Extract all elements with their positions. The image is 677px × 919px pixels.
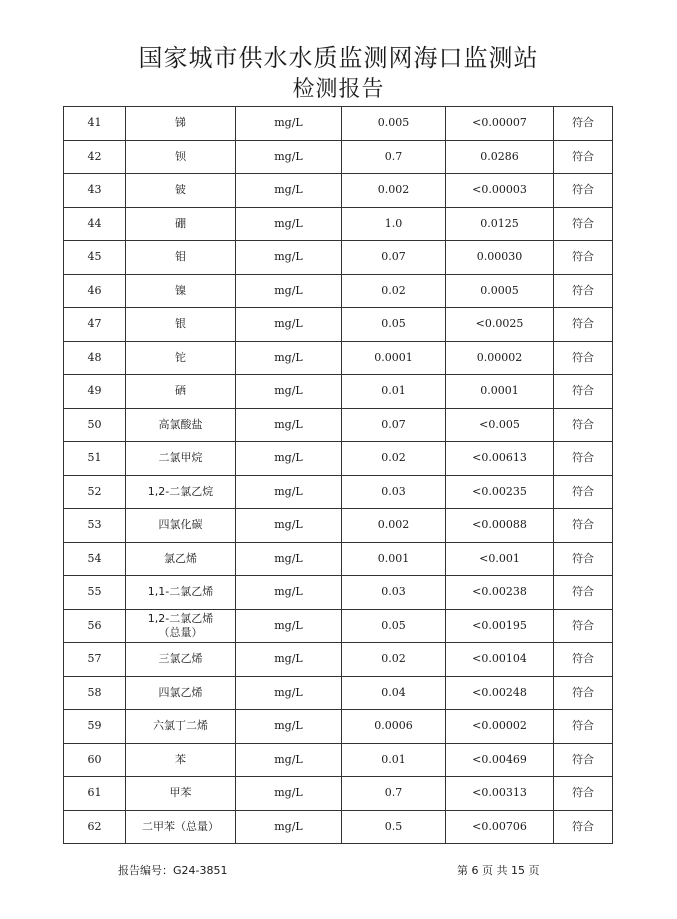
measured-value-cell: <0.00002	[446, 710, 554, 744]
table-row	[64, 274, 613, 308]
row-number-cell: 61	[64, 777, 126, 811]
row-number-cell: 43	[64, 174, 126, 208]
row-number-cell: 53	[64, 509, 126, 543]
judgement-cell: 符合	[554, 442, 613, 476]
unit-cell: mg/L	[236, 643, 342, 677]
test-item-cell: 1,2-二氯乙烷	[126, 475, 236, 509]
report-number: 报告编号：G24-3851	[118, 864, 228, 877]
measured-value-cell: <0.00088	[446, 509, 554, 543]
measured-value-cell: 0.0005	[446, 274, 554, 308]
test-item-cell: 硒	[126, 375, 236, 409]
judgement-cell: 符合	[554, 710, 613, 744]
limit-value-cell: 0.005	[342, 107, 446, 141]
page-indicator: 第 6 页 共 15 页	[457, 864, 540, 877]
test-item-cell: 钼	[126, 241, 236, 275]
results-table-body	[64, 107, 613, 844]
limit-value-cell: 0.5	[342, 810, 446, 844]
measured-value-cell: <0.00613	[446, 442, 554, 476]
row-number-cell: 50	[64, 408, 126, 442]
unit-cell: mg/L	[236, 207, 342, 241]
table-row	[64, 207, 613, 241]
test-item-cell: 铍	[126, 174, 236, 208]
judgement-cell: 符合	[554, 777, 613, 811]
limit-value-cell: 0.03	[342, 475, 446, 509]
judgement-cell: 符合	[554, 174, 613, 208]
test-item-cell: 甲苯	[126, 777, 236, 811]
table-row	[64, 743, 613, 777]
judgement-cell: 符合	[554, 475, 613, 509]
unit-cell: mg/L	[236, 710, 342, 744]
row-number-cell: 49	[64, 375, 126, 409]
table-row	[64, 107, 613, 141]
unit-cell: mg/L	[236, 107, 342, 141]
judgement-cell: 符合	[554, 408, 613, 442]
unit-cell: mg/L	[236, 676, 342, 710]
table-row	[64, 710, 613, 744]
measured-value-cell: <0.001	[446, 542, 554, 576]
unit-cell: mg/L	[236, 509, 342, 543]
measured-value-cell: <0.00007	[446, 107, 554, 141]
table-row	[64, 341, 613, 375]
unit-cell: mg/L	[236, 475, 342, 509]
measured-value-cell: 0.0286	[446, 140, 554, 174]
limit-value-cell: 0.05	[342, 308, 446, 342]
unit-cell: mg/L	[236, 274, 342, 308]
test-item-cell: 四氯化碳	[126, 509, 236, 543]
measured-value-cell: <0.00313	[446, 777, 554, 811]
test-item-cell: 铊	[126, 341, 236, 375]
test-item-cell: 硼	[126, 207, 236, 241]
judgement-cell: 符合	[554, 743, 613, 777]
row-number-cell: 48	[64, 341, 126, 375]
unit-cell: mg/L	[236, 777, 342, 811]
test-item-cell: 四氯乙烯	[126, 676, 236, 710]
limit-value-cell: 0.01	[342, 375, 446, 409]
measured-value-cell: 0.0001	[446, 375, 554, 409]
limit-value-cell: 0.0006	[342, 710, 446, 744]
judgement-cell: 符合	[554, 609, 613, 643]
test-item-cell: 三氯乙烯	[126, 643, 236, 677]
table-row	[64, 576, 613, 610]
unit-cell: mg/L	[236, 308, 342, 342]
test-item-cell: 银	[126, 308, 236, 342]
measured-value-cell: 0.00002	[446, 341, 554, 375]
measured-value-cell: 0.0125	[446, 207, 554, 241]
test-item-cell: 氯乙烯	[126, 542, 236, 576]
measured-value-cell: <0.00235	[446, 475, 554, 509]
test-item-cell: 1,1-二氯乙烯	[126, 576, 236, 610]
table-row	[64, 174, 613, 208]
measured-value-cell: <0.00003	[446, 174, 554, 208]
row-number-cell: 57	[64, 643, 126, 677]
judgement-cell: 符合	[554, 241, 613, 275]
judgement-cell: 符合	[554, 107, 613, 141]
measured-value-cell: <0.00248	[446, 676, 554, 710]
table-row	[64, 777, 613, 811]
unit-cell: mg/L	[236, 375, 342, 409]
row-number-cell: 44	[64, 207, 126, 241]
table-row	[64, 475, 613, 509]
test-item-cell: 镍	[126, 274, 236, 308]
limit-value-cell: 0.02	[342, 442, 446, 476]
judgement-cell: 符合	[554, 643, 613, 677]
table-row	[64, 375, 613, 409]
limit-value-cell: 0.05	[342, 609, 446, 643]
report-title: 国家城市供水水质监测网海口监测站	[138, 44, 539, 72]
row-number-cell: 52	[64, 475, 126, 509]
judgement-cell: 符合	[554, 341, 613, 375]
limit-value-cell: 0.01	[342, 743, 446, 777]
judgement-cell: 符合	[554, 576, 613, 610]
judgement-cell: 符合	[554, 140, 613, 174]
limit-value-cell: 0.04	[342, 676, 446, 710]
limit-value-cell: 0.001	[342, 542, 446, 576]
unit-cell: mg/L	[236, 241, 342, 275]
measured-value-cell: <0.00195	[446, 609, 554, 643]
table-row	[64, 810, 613, 844]
row-number-cell: 51	[64, 442, 126, 476]
test-item-cell: 二甲苯（总量）	[126, 810, 236, 844]
unit-cell: mg/L	[236, 174, 342, 208]
limit-value-cell: 0.07	[342, 241, 446, 275]
limit-value-cell: 0.02	[342, 274, 446, 308]
limit-value-cell: 0.002	[342, 509, 446, 543]
row-number-cell: 47	[64, 308, 126, 342]
table-row	[64, 241, 613, 275]
judgement-cell: 符合	[554, 810, 613, 844]
row-number-cell: 55	[64, 576, 126, 610]
measured-value-cell: 0.00030	[446, 241, 554, 275]
test-item-cell: 锑	[126, 107, 236, 141]
table-row	[64, 542, 613, 576]
row-number-cell: 41	[64, 107, 126, 141]
limit-value-cell: 0.03	[342, 576, 446, 610]
measured-value-cell: <0.0025	[446, 308, 554, 342]
table-row	[64, 509, 613, 543]
row-number-cell: 60	[64, 743, 126, 777]
judgement-cell: 符合	[554, 274, 613, 308]
judgement-cell: 符合	[554, 676, 613, 710]
table-row	[64, 676, 613, 710]
row-number-cell: 54	[64, 542, 126, 576]
limit-value-cell: 0.7	[342, 777, 446, 811]
unit-cell: mg/L	[236, 609, 342, 643]
judgement-cell: 符合	[554, 207, 613, 241]
table-row	[64, 609, 613, 643]
measured-value-cell: <0.00238	[446, 576, 554, 610]
measured-value-cell: <0.00469	[446, 743, 554, 777]
limit-value-cell: 0.07	[342, 408, 446, 442]
unit-cell: mg/L	[236, 743, 342, 777]
row-number-cell: 42	[64, 140, 126, 174]
judgement-cell: 符合	[554, 308, 613, 342]
row-number-cell: 59	[64, 710, 126, 744]
row-number-cell: 46	[64, 274, 126, 308]
report-subtitle: 检测报告	[292, 77, 385, 102]
table-row	[64, 308, 613, 342]
unit-cell: mg/L	[236, 140, 342, 174]
table-row	[64, 408, 613, 442]
row-number-cell: 62	[64, 810, 126, 844]
measured-value-cell: <0.00104	[446, 643, 554, 677]
test-item-cell: 钡	[126, 140, 236, 174]
measured-value-cell: <0.00706	[446, 810, 554, 844]
test-item-cell: 六氯丁二烯	[126, 710, 236, 744]
unit-cell: mg/L	[236, 576, 342, 610]
results-table	[63, 106, 613, 844]
test-item-cell	[126, 609, 236, 643]
table-row	[64, 643, 613, 677]
limit-value-cell: 0.0001	[342, 341, 446, 375]
unit-cell: mg/L	[236, 341, 342, 375]
test-item-cell: 高氯酸盐	[126, 408, 236, 442]
limit-value-cell: 0.7	[342, 140, 446, 174]
unit-cell: mg/L	[236, 810, 342, 844]
limit-value-cell: 0.002	[342, 174, 446, 208]
unit-cell: mg/L	[236, 442, 342, 476]
test-item-note: （总量）	[158, 625, 203, 639]
unit-cell: mg/L	[236, 408, 342, 442]
row-number-cell: 45	[64, 241, 126, 275]
judgement-cell: 符合	[554, 509, 613, 543]
judgement-cell: 符合	[554, 542, 613, 576]
judgement-cell: 符合	[554, 375, 613, 409]
table-row	[64, 442, 613, 476]
test-item-cell: 苯	[126, 743, 236, 777]
unit-cell: mg/L	[236, 542, 342, 576]
measured-value-cell: <0.005	[446, 408, 554, 442]
row-number-cell: 56	[64, 609, 126, 643]
limit-value-cell: 0.02	[342, 643, 446, 677]
limit-value-cell: 1.0	[342, 207, 446, 241]
row-number-cell: 58	[64, 676, 126, 710]
test-item-cell: 二氯甲烷	[126, 442, 236, 476]
table-row	[64, 140, 613, 174]
test-item-line: 1,2-二氯乙烯	[147, 611, 214, 625]
